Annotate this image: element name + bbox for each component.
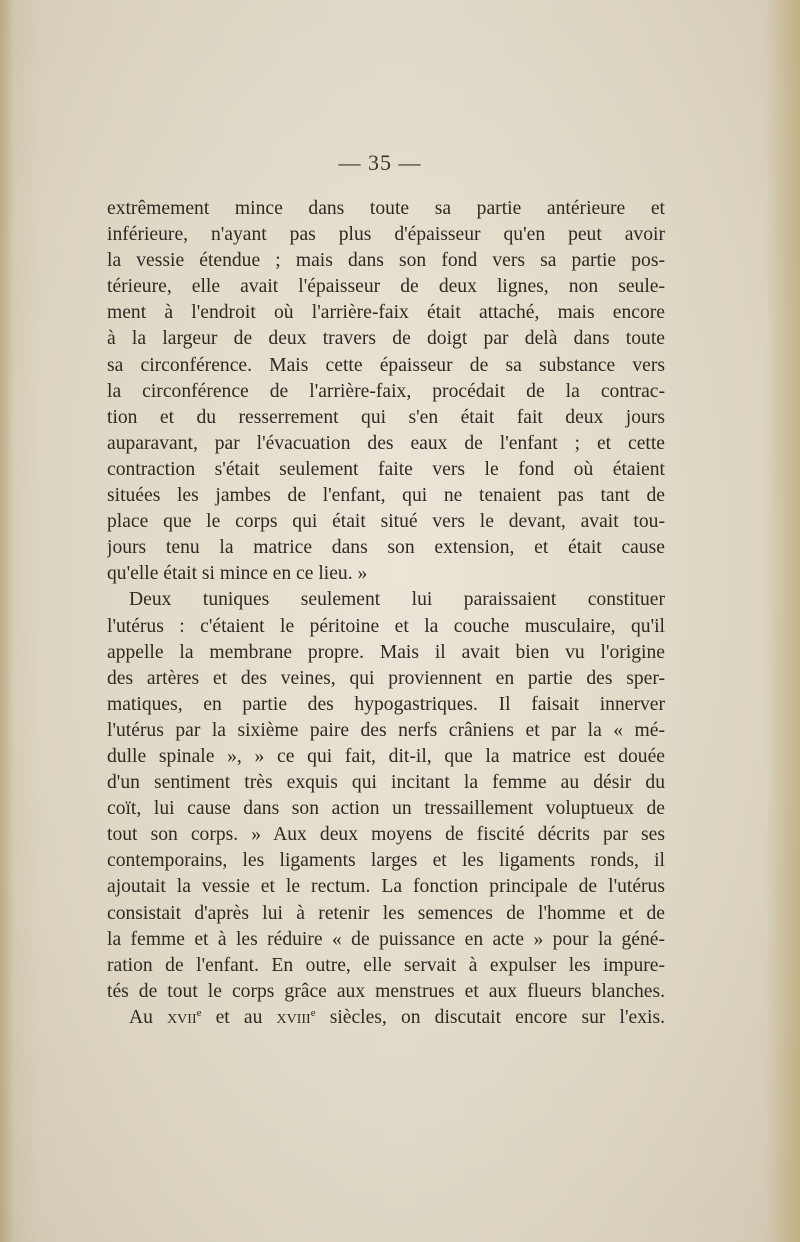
text-line: térieure, elle avait l'épaisseur de deux lignes, non seule-: [107, 276, 665, 298]
text-line: dulle spinale », » ce qui fait, dit-il, que la matrice est douée: [107, 745, 665, 767]
page-number: — 35 —: [338, 150, 422, 175]
text-line: la circonférence de l'arrière-faix, procédait de la contrac-: [107, 380, 665, 402]
text-line: ajoutait la vessie et le rectum. La fonction principale de l'utérus: [107, 876, 665, 898]
text-line: matiques, en partie des hypogastriques. Il faisait innerver: [107, 693, 665, 715]
text-line: sa circonférence. Mais cette épaisseur de sa substance vers: [107, 354, 665, 376]
text-line: des artères et des veines, qui proviennent en partie des sper-: [107, 667, 665, 689]
text-line: tés de tout le corps grâce aux menstrues et aux flueurs blanches.: [107, 980, 665, 1002]
text-line: situées les jambes de l'enfant, qui ne tenaient pas tant de: [107, 485, 665, 507]
text-line-paragraph-end: qu'elle était si mince en ce lieu. »: [107, 563, 368, 585]
text-line: consistait d'après lui à retenir les semences de l'homme et de: [107, 902, 665, 924]
body-text: [107, 196, 665, 1031]
last-line-mid: et au: [201, 1006, 277, 1028]
century-superscript: e: [310, 1006, 316, 1019]
text-line: l'utérus par la sixième paire des nerfs crâniens et par la « mé-: [107, 719, 665, 741]
text-line-paragraph-start: Deux tuniques seulement lui paraissaient constituer: [129, 589, 665, 611]
text-line: à la largeur de deux travers de doigt par delà dans toute: [107, 328, 665, 350]
text-line: inférieure, n'ayant pas plus d'épaisseur qu'en peut avoir: [107, 224, 665, 246]
text-line: ration de l'enfant. En outre, elle servait à expulser les impure-: [107, 954, 665, 976]
text-line: contemporains, les ligaments larges et les ligaments ronds, il: [107, 850, 665, 872]
text-line: appelle la membrane propre. Mais il avait bien vu l'origine: [107, 641, 665, 663]
century-numeral: xvii: [167, 1006, 197, 1028]
text-line: auparavant, par l'évacuation des eaux de l'enfant ; et cette: [107, 432, 665, 454]
text-line: extrêmement mince dans toute sa partie antérieure et: [107, 198, 665, 219]
text-line: coït, lui cause dans son action un tressaillement voluptueux de: [107, 798, 665, 820]
text-line: ment à l'endroit où l'arrière-faix était attaché, mais encore: [107, 302, 665, 324]
text-line: la vessie étendue ; mais dans son fond vers sa partie pos-: [107, 250, 665, 272]
century-numeral: xviii: [276, 1006, 311, 1028]
text-line: d'un sentiment très exquis qui incitant la femme au désir du: [107, 772, 665, 794]
text-line: la femme et à les réduire « de puissance en acte » pour la géné-: [107, 928, 665, 950]
text-line: place que le corps qui était situé vers le devant, avait tou-: [107, 511, 665, 533]
text-line: contraction s'était seulement faite vers le fond où étaient: [107, 458, 665, 480]
page-edge-shadow-left: [0, 0, 14, 1242]
text-line-paragraph-start: [107, 1005, 665, 1031]
text-line: tout son corps. » Aux deux moyens de fiscité décrits par ses: [107, 824, 665, 846]
century-superscript: e: [196, 1006, 202, 1019]
text-line: tion et du resserrement qui s'en était fait deux jours: [107, 406, 665, 428]
last-line-before: Au: [129, 1006, 168, 1028]
page-edge-shadow-right: [766, 0, 800, 1242]
text-line: l'utérus : c'étaient le péritoine et la couche musculaire, qu'il: [107, 615, 665, 637]
last-line-after: siècles, on discutait encore sur l'exis.: [315, 1006, 665, 1028]
text-line: jours tenu la matrice dans son extension, et était cause: [107, 537, 665, 559]
